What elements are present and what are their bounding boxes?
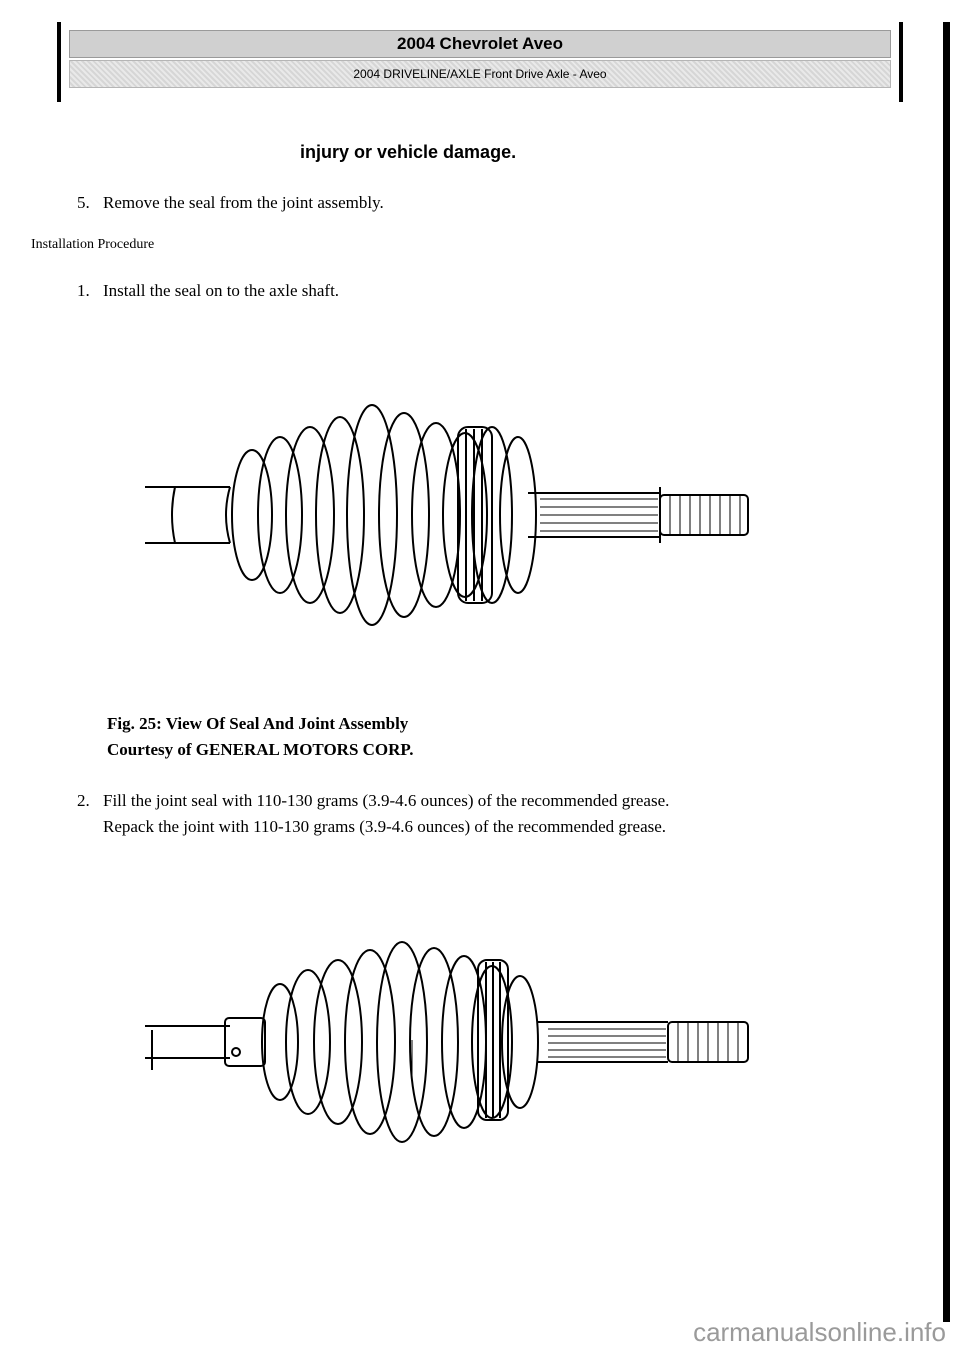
figure-25-seal-and-joint-illustration — [140, 395, 760, 655]
step-1-number: 1. — [77, 281, 90, 300]
section-heading: Installation Procedure — [31, 237, 155, 252]
watermark: carmanualsonline.info — [693, 1317, 946, 1347]
figure-joint-packing-illustration — [140, 930, 760, 1160]
step-1-text: Install the seal on to the axle shaft. — [103, 281, 340, 300]
page-right-border — [943, 22, 950, 1322]
header-title: 2004 Chevrolet Aveo — [69, 30, 891, 58]
step-5-text: Remove the seal from the joint assembly. — [103, 193, 384, 212]
step-5-number: 5. — [77, 193, 90, 212]
step-2-line-1: Fill the joint seal with 110-130 grams (3.9-4.6 ounces) of the recommended grease. — [103, 791, 670, 810]
header-subtitle: 2004 DRIVELINE/AXLE Front Drive Axle - Aveo — [69, 60, 891, 88]
step-2-number: 2. — [77, 791, 90, 810]
page-header — [57, 22, 903, 102]
step-2 — [77, 791, 669, 811]
warning-tail: injury or vehicle damage. — [300, 142, 517, 162]
step-2-line-2: Repack the joint with 110-130 grams (3.9-4.6 ounces) of the recommended grease. — [103, 817, 667, 836]
step-1 — [77, 281, 339, 301]
fig-25-caption: Fig. 25: View Of Seal And Joint Assembly — [107, 714, 409, 733]
fig-25-courtesy: Courtesy of GENERAL MOTORS CORP. — [107, 740, 414, 759]
step-5 — [77, 193, 384, 213]
